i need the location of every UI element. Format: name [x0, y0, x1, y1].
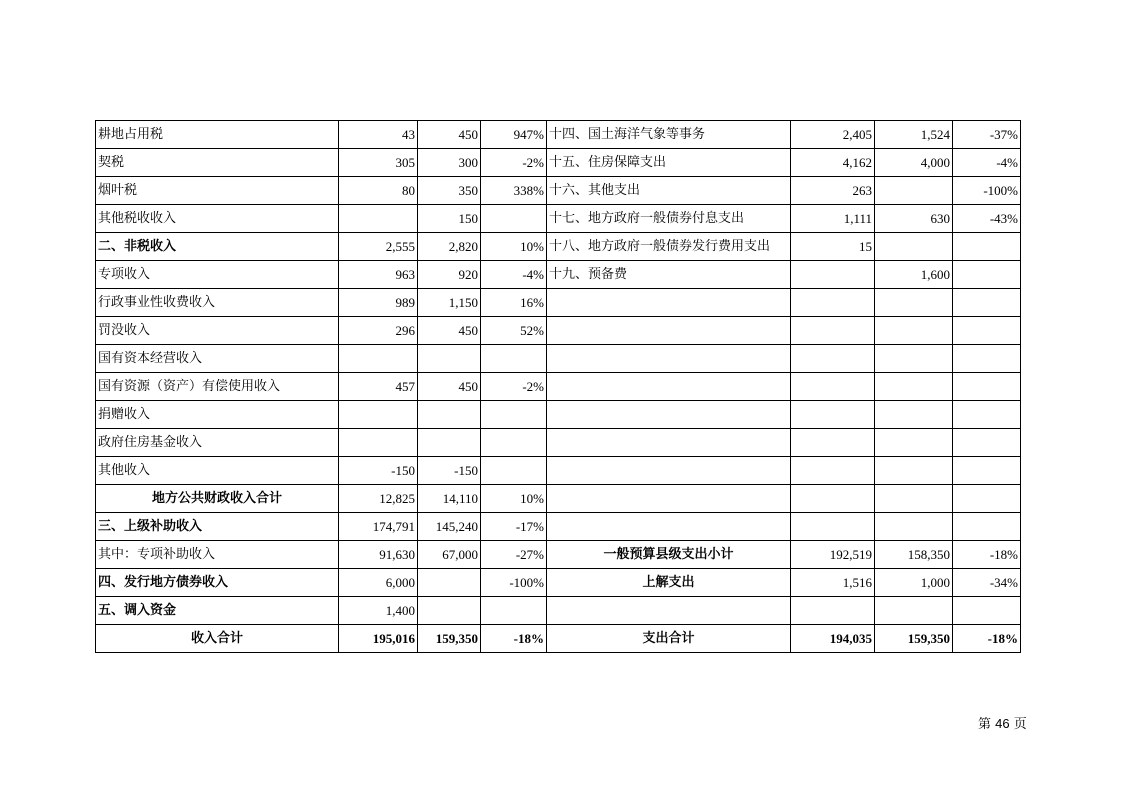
income-change-percent: -27% — [481, 541, 547, 569]
expense-change-percent — [953, 457, 1021, 485]
income-budget-value: 2,820 — [418, 233, 481, 261]
income-prior-value: 195,016 — [339, 625, 418, 653]
income-change-percent: -18% — [481, 625, 547, 653]
expense-budget-value — [875, 289, 953, 317]
table-row — [96, 317, 1021, 345]
expense-item-label — [547, 513, 791, 541]
expense-item-label — [547, 457, 791, 485]
income-change-percent — [481, 345, 547, 373]
expense-prior-value: 1,516 — [791, 569, 875, 597]
income-item-label: 罚没收入 — [96, 317, 339, 345]
page-suffix: 页 — [1013, 717, 1027, 732]
income-prior-value: 305 — [339, 149, 418, 177]
table-row — [96, 261, 1021, 289]
income-change-percent: 10% — [481, 485, 547, 513]
expense-budget-value — [875, 401, 953, 429]
income-change-percent: -4% — [481, 261, 547, 289]
expense-item-label — [547, 345, 791, 373]
page-prefix: 第 — [978, 717, 992, 732]
expense-item-label — [547, 373, 791, 401]
table-row — [96, 233, 1021, 261]
table-row — [96, 149, 1021, 177]
expense-prior-value: 4,162 — [791, 149, 875, 177]
expense-prior-value: 263 — [791, 177, 875, 205]
income-item-label: 地方公共财政收入合计 — [96, 485, 339, 513]
income-prior-value: 2,555 — [339, 233, 418, 261]
table-row — [96, 177, 1021, 205]
income-item-label: 其中：专项补助收入 — [96, 541, 339, 569]
income-change-percent: -100% — [481, 569, 547, 597]
expense-budget-value — [875, 233, 953, 261]
table-row — [96, 289, 1021, 317]
expense-prior-value — [791, 401, 875, 429]
income-budget-value: 450 — [418, 121, 481, 149]
income-prior-value: 1,400 — [339, 597, 418, 625]
expense-prior-value — [791, 373, 875, 401]
table-row — [96, 429, 1021, 457]
expense-item-label: 支出合计 — [547, 625, 791, 653]
expense-change-percent: -18% — [953, 625, 1021, 653]
income-prior-value: 43 — [339, 121, 418, 149]
page-number — [978, 713, 1027, 732]
table-row — [96, 625, 1021, 653]
expense-budget-value: 1,000 — [875, 569, 953, 597]
income-prior-value: 174,791 — [339, 513, 418, 541]
expense-change-percent — [953, 485, 1021, 513]
expense-item-label — [547, 401, 791, 429]
income-prior-value: 80 — [339, 177, 418, 205]
expense-budget-value — [875, 177, 953, 205]
income-prior-value: 91,630 — [339, 541, 418, 569]
income-item-label: 专项收入 — [96, 261, 339, 289]
budget-table — [95, 120, 1021, 653]
expense-item-label: 十七、地方政府一般债券付息支出 — [547, 205, 791, 233]
income-change-percent — [481, 429, 547, 457]
income-change-percent — [481, 205, 547, 233]
income-prior-value — [339, 345, 418, 373]
expense-budget-value: 630 — [875, 205, 953, 233]
expense-budget-value: 158,350 — [875, 541, 953, 569]
expense-change-percent — [953, 513, 1021, 541]
income-prior-value: 457 — [339, 373, 418, 401]
income-item-label: 捐赠收入 — [96, 401, 339, 429]
table-row — [96, 205, 1021, 233]
expense-prior-value — [791, 429, 875, 457]
income-budget-value: 1,150 — [418, 289, 481, 317]
income-item-label: 其他税收收入 — [96, 205, 339, 233]
income-prior-value: 989 — [339, 289, 418, 317]
table-row — [96, 485, 1021, 513]
expense-prior-value: 1,111 — [791, 205, 875, 233]
income-change-percent: 947% — [481, 121, 547, 149]
expense-prior-value — [791, 597, 875, 625]
expense-change-percent — [953, 429, 1021, 457]
expense-prior-value — [791, 345, 875, 373]
income-prior-value — [339, 401, 418, 429]
expense-prior-value — [791, 485, 875, 513]
table-row — [96, 569, 1021, 597]
income-change-percent: 338% — [481, 177, 547, 205]
income-change-percent: 10% — [481, 233, 547, 261]
expense-item-label: 十六、其他支出 — [547, 177, 791, 205]
expense-prior-value: 194,035 — [791, 625, 875, 653]
income-prior-value: 6,000 — [339, 569, 418, 597]
income-change-percent — [481, 597, 547, 625]
expense-budget-value: 159,350 — [875, 625, 953, 653]
table-row — [96, 121, 1021, 149]
expense-change-percent — [953, 289, 1021, 317]
expense-prior-value: 2,405 — [791, 121, 875, 149]
table-row — [96, 345, 1021, 373]
expense-budget-value — [875, 597, 953, 625]
expense-prior-value — [791, 457, 875, 485]
expense-budget-value — [875, 345, 953, 373]
income-change-percent: -2% — [481, 373, 547, 401]
table-row — [96, 401, 1021, 429]
expense-change-percent: -100% — [953, 177, 1021, 205]
expense-prior-value — [791, 317, 875, 345]
expense-change-percent: -34% — [953, 569, 1021, 597]
expense-change-percent — [953, 401, 1021, 429]
income-item-label: 行政事业性收费收入 — [96, 289, 339, 317]
income-change-percent — [481, 401, 547, 429]
income-budget-value: 159,350 — [418, 625, 481, 653]
income-budget-value — [418, 569, 481, 597]
income-budget-value: 920 — [418, 261, 481, 289]
expense-prior-value: 15 — [791, 233, 875, 261]
income-prior-value: 963 — [339, 261, 418, 289]
income-item-label: 契税 — [96, 149, 339, 177]
income-item-label: 国有资源（资产）有偿使用收入 — [96, 373, 339, 401]
expense-item-label: 十九、预备费 — [547, 261, 791, 289]
income-budget-value: 150 — [418, 205, 481, 233]
income-budget-value: 67,000 — [418, 541, 481, 569]
expense-item-label: 一般预算县级支出小计 — [547, 541, 791, 569]
expense-item-label — [547, 485, 791, 513]
page-number-value: 46 — [995, 716, 1010, 731]
expense-budget-value — [875, 317, 953, 345]
income-prior-value: 296 — [339, 317, 418, 345]
expense-change-percent — [953, 233, 1021, 261]
budget-table-body — [96, 121, 1021, 653]
income-change-percent: -2% — [481, 149, 547, 177]
income-change-percent — [481, 457, 547, 485]
expense-change-percent: -4% — [953, 149, 1021, 177]
expense-change-percent — [953, 373, 1021, 401]
income-item-label: 收入合计 — [96, 625, 339, 653]
expense-budget-value: 4,000 — [875, 149, 953, 177]
expense-budget-value — [875, 485, 953, 513]
income-change-percent: 16% — [481, 289, 547, 317]
table-row — [96, 373, 1021, 401]
income-budget-value: 450 — [418, 373, 481, 401]
expense-item-label: 上解支出 — [547, 569, 791, 597]
income-budget-value — [418, 401, 481, 429]
income-budget-value — [418, 597, 481, 625]
income-item-label: 三、上级补助收入 — [96, 513, 339, 541]
income-budget-value — [418, 345, 481, 373]
income-item-label: 耕地占用税 — [96, 121, 339, 149]
income-item-label: 政府住房基金收入 — [96, 429, 339, 457]
expense-prior-value — [791, 289, 875, 317]
income-prior-value: -150 — [339, 457, 418, 485]
expense-budget-value: 1,600 — [875, 261, 953, 289]
expense-item-label: 十八、地方政府一般债券发行费用支出 — [547, 233, 791, 261]
expense-budget-value: 1,524 — [875, 121, 953, 149]
expense-item-label — [547, 597, 791, 625]
expense-change-percent — [953, 261, 1021, 289]
income-budget-value: 350 — [418, 177, 481, 205]
income-budget-value: 450 — [418, 317, 481, 345]
expense-item-label: 十五、住房保障支出 — [547, 149, 791, 177]
expense-budget-value — [875, 457, 953, 485]
expense-change-percent — [953, 345, 1021, 373]
table-row — [96, 457, 1021, 485]
income-item-label: 烟叶税 — [96, 177, 339, 205]
income-item-label: 五、调入资金 — [96, 597, 339, 625]
table-row — [96, 513, 1021, 541]
expense-prior-value — [791, 513, 875, 541]
income-change-percent: 52% — [481, 317, 547, 345]
expense-budget-value — [875, 373, 953, 401]
expense-change-percent: -37% — [953, 121, 1021, 149]
income-prior-value — [339, 429, 418, 457]
expense-change-percent — [953, 317, 1021, 345]
expense-item-label — [547, 317, 791, 345]
expense-item-label: 十四、国土海洋气象等事务 — [547, 121, 791, 149]
table-row — [96, 541, 1021, 569]
expense-budget-value — [875, 429, 953, 457]
expense-item-label — [547, 429, 791, 457]
expense-change-percent: -18% — [953, 541, 1021, 569]
expense-item-label — [547, 289, 791, 317]
expense-prior-value: 192,519 — [791, 541, 875, 569]
income-item-label: 二、非税收入 — [96, 233, 339, 261]
expense-change-percent — [953, 597, 1021, 625]
income-item-label: 国有资本经营收入 — [96, 345, 339, 373]
income-budget-value: 300 — [418, 149, 481, 177]
income-budget-value: -150 — [418, 457, 481, 485]
expense-prior-value — [791, 261, 875, 289]
income-change-percent: -17% — [481, 513, 547, 541]
income-budget-value: 145,240 — [418, 513, 481, 541]
income-prior-value — [339, 205, 418, 233]
income-budget-value — [418, 429, 481, 457]
income-budget-value: 14,110 — [418, 485, 481, 513]
table-row — [96, 597, 1021, 625]
expense-change-percent: -43% — [953, 205, 1021, 233]
expense-budget-value — [875, 513, 953, 541]
income-item-label: 其他收入 — [96, 457, 339, 485]
income-item-label: 四、发行地方债券收入 — [96, 569, 339, 597]
income-prior-value: 12,825 — [339, 485, 418, 513]
